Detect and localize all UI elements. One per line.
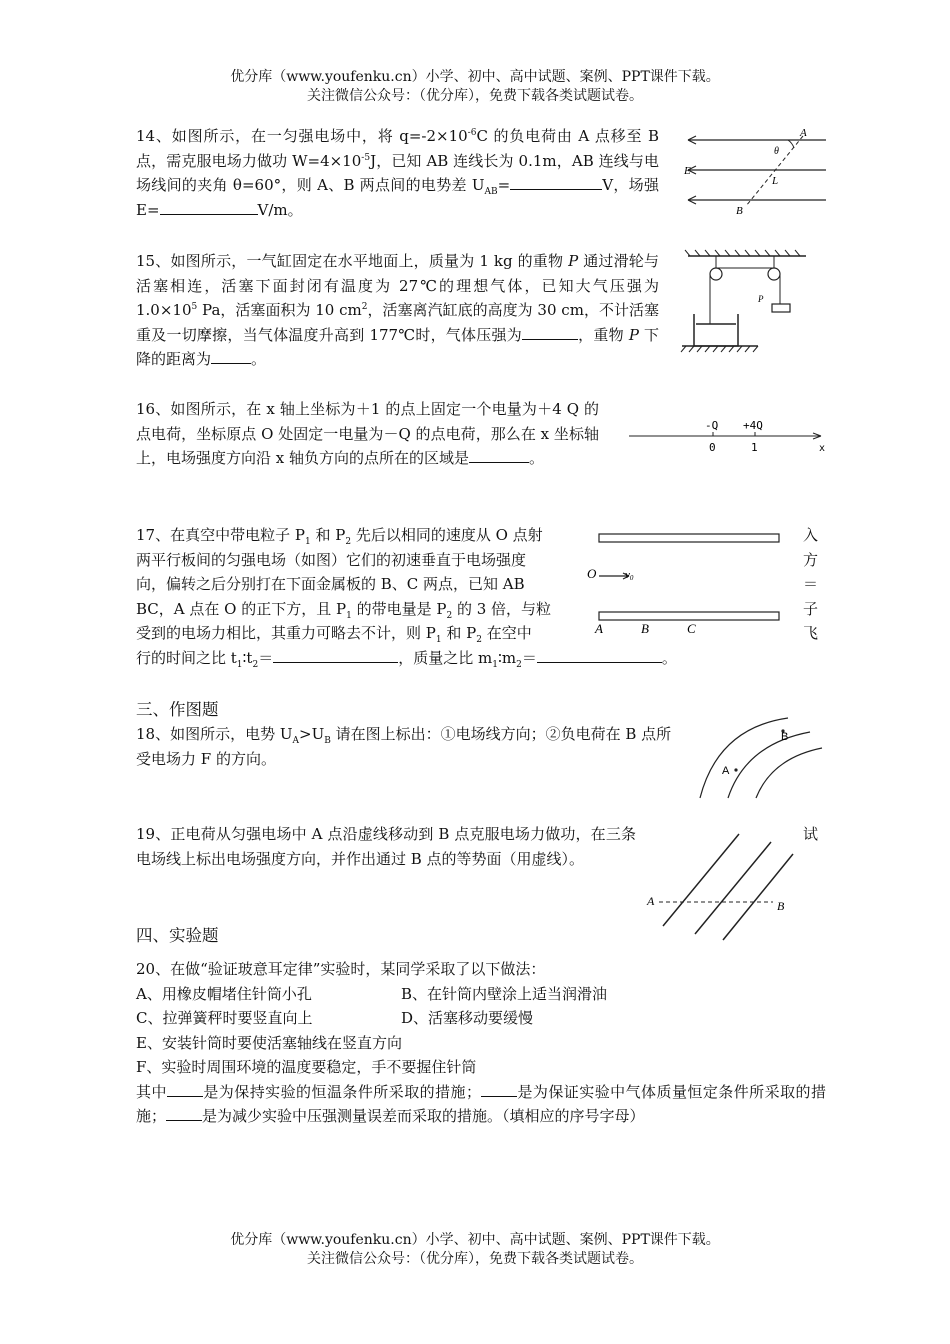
q17-line-3: 向，偏转之后分别打在下面金属板的 B、C 两点，已知 AB xyxy=(136,575,525,593)
answer-blank-pressure[interactable] xyxy=(522,324,578,340)
figure-18-svg xyxy=(690,710,830,800)
answer-blank-pressure-error[interactable] xyxy=(166,1105,202,1121)
field-line xyxy=(723,854,793,940)
figure-19-svg xyxy=(643,830,793,940)
q17-line-5: 受到的电场力相比，其重力可略去不计，则 $P_1$ 和 $P_2$ 在空中 xyxy=(136,624,532,645)
weight-p xyxy=(772,304,790,312)
label-c: C xyxy=(687,621,696,636)
page-header xyxy=(0,68,950,106)
ceiling-hatch xyxy=(685,250,800,256)
q17-line-2: 两平行板间的匀强电场（如图）它们的初速垂直于电场强度 xyxy=(136,550,527,569)
tick-label-0: 0 xyxy=(709,441,716,454)
q17-line-4: BC，A 点在 O 的正下方，且 $P_1$ 的带电量是 $P_2$ 的 3 倍，与粒 xyxy=(136,599,552,621)
header-line-1: 优分库（www.youfenku.cn）小学、初中、高中试题、案例、PPT课件下载。 xyxy=(230,69,720,85)
answer-blank-isothermal[interactable] xyxy=(167,1081,203,1097)
option-a: A、用橡皮帽堵住针筒小孔 xyxy=(136,984,312,1003)
figure-14-uniform-field xyxy=(680,124,830,216)
question-14: 14、如图所示，在一匀强电场中，将 $q=-2\times 10^{-6}C$ 的负电荷由 A 点移至 B 点，需克服电场力做功 $W=4\times 10^{-5}J$，已知 AB 连线长为 0.1m，AB 连线与电场线间的夹角 θ=60°，则 A、B 两点间的电势差 $U_{AB}= V$，场强 E= V/m。 xyxy=(136,127,660,219)
figure-16-svg xyxy=(625,415,835,457)
label-b: B xyxy=(781,731,789,743)
cylinder xyxy=(694,314,738,346)
label-l: L xyxy=(772,175,779,187)
label-o: O xyxy=(587,566,597,581)
question-16: 16、如图所示，在 x 轴上坐标为＋1 的点上固定一个电量为＋4 Q 的点电荷，坐标原点 O 处固定一电量为－Q 的点电荷，那么在 x 坐标轴上，电场强度方向沿 x 轴负方向的点所在的区域是 。 xyxy=(136,400,599,467)
option-d: D、活塞移动要缓慢 xyxy=(401,1009,534,1027)
footer-line-1: 优分库（www.youfenku.cn）小学、初中、高中试题、案例、PPT课件下载。 xyxy=(230,1232,720,1248)
pulley-icon xyxy=(768,268,780,280)
q20-question: 其中 是为保持实验的恒温条件所采取的措施； 是为保证实验中气体质量恒定条件所采取的措施； 是为减少实验中压强测量误差而采取的措施。（填相应的序号字母） xyxy=(136,1082,826,1125)
label-b: B xyxy=(777,899,785,913)
charge-pos-label: +4Q xyxy=(743,419,763,432)
label-a: A xyxy=(800,127,807,139)
field-line xyxy=(695,842,771,934)
field-line xyxy=(663,834,739,926)
tick-label-1: 1 xyxy=(751,441,758,454)
curved-field-line xyxy=(756,748,822,798)
figure-19-uniform-field xyxy=(643,830,793,940)
question-15: 15、如图所示，一气缸固定在水平地面上，质量为 1 kg 的重物 P 通过滑轮与活塞相连，活塞下面封闭有温度为 27℃的理想气体，已知大气压强为 $1.0\times 10^5$ Pa，活塞面积为 10 $cm^2$，活塞离汽缸底的高度为 30 cm，不计活塞重及一切摩擦，当气体温度升高到 177℃时，气体压强为 ，重物 P 下降的距离为 。 xyxy=(136,252,659,368)
q17-side-column: 入 方 ＝ 子 飞 xyxy=(803,526,819,642)
page-footer xyxy=(0,1231,950,1269)
label-b: B xyxy=(736,205,743,217)
label-v0: v0 xyxy=(625,569,634,582)
angle-arc xyxy=(788,140,794,148)
answer-blank-uab[interactable] xyxy=(510,174,602,190)
label-p: P xyxy=(758,294,764,304)
figure-14-svg xyxy=(680,124,830,216)
answer-blank-e[interactable] xyxy=(160,199,258,215)
label-e: E xyxy=(684,165,691,177)
figure-17-svg xyxy=(585,530,785,638)
answer-blank-time-ratio[interactable] xyxy=(273,647,398,663)
answer-blank-mass[interactable] xyxy=(481,1081,517,1097)
option-b: B、在针筒内壁涂上适当润滑油 xyxy=(401,984,608,1003)
curved-field-line xyxy=(700,718,788,798)
section-4-title: 四、实验题 xyxy=(136,926,219,945)
lower-plate xyxy=(599,612,779,620)
q20-intro: 20、在做“验证玻意耳定律”实验时，某同学采取了以下做法： xyxy=(136,960,546,978)
option-c: C、拉弹簧秤时要竖直向上 xyxy=(136,1009,313,1027)
label-a: A xyxy=(722,765,730,777)
ground-hatch xyxy=(681,346,758,352)
pulley-icon xyxy=(710,268,722,280)
axis-label-x: x xyxy=(819,443,826,454)
q17-line-1: 17、在真空中带电粒子 $P_1$ 和 $P_2$ 先后以相同的速度从 O 点射 xyxy=(136,526,543,547)
point-a xyxy=(734,768,737,771)
question-19: 19、正电荷从匀强电场中 A 点沿虚线移动到 B 点克服电场力做功，在三条电场线上标出电场强度方向，并作出通过 B 点的等势面（用虚线）。 xyxy=(136,825,636,868)
label-theta: θ xyxy=(774,146,779,157)
charge-neg-label: -Q xyxy=(705,419,719,432)
q20-options-ab xyxy=(136,982,826,1007)
figure-18-field-lines xyxy=(690,710,830,800)
figure-16-x-axis xyxy=(625,415,835,457)
q19-side-char: 试 xyxy=(803,825,819,843)
answer-blank-mass-ratio[interactable] xyxy=(537,647,662,663)
section-3-title: 三、作图题 xyxy=(136,700,219,719)
label-a: A xyxy=(647,894,655,908)
option-e: E、安装针筒时要使活塞轴线在竖直方向 xyxy=(136,1033,402,1052)
answer-blank-region[interactable] xyxy=(469,447,529,463)
figure-15-svg xyxy=(678,252,828,354)
question-20 xyxy=(136,957,826,1129)
question-18: 18、如图所示，电势 $U_A>U_B$ 请在图上标出：①电场线方向；②负电荷在 B 点所受电场力 F 的方向。 xyxy=(136,725,672,768)
q17-line-6: 行的时间之比 $t_1∶t_2=$ ，质量之比 $m_1∶m_2=$ 。 xyxy=(136,648,677,670)
upper-plate xyxy=(599,534,779,542)
curved-field-line xyxy=(728,732,810,798)
label-a: A xyxy=(595,621,603,636)
header-line-2: 关注微信公众号：（优分库），免费下载各类试题试卷。 xyxy=(307,88,643,104)
option-f: F、实验时周围环境的温度要稳定，手不要握住针筒 xyxy=(136,1058,477,1076)
figure-17-parallel-plates xyxy=(585,530,785,638)
figure-15-cylinder xyxy=(678,252,828,354)
q20-options-cd xyxy=(136,1006,826,1031)
answer-blank-distance[interactable] xyxy=(211,348,251,364)
footer-line-2: 关注微信公众号：（优分库），免费下载各类试题试卷。 xyxy=(307,1251,643,1267)
label-b: B xyxy=(641,621,649,636)
